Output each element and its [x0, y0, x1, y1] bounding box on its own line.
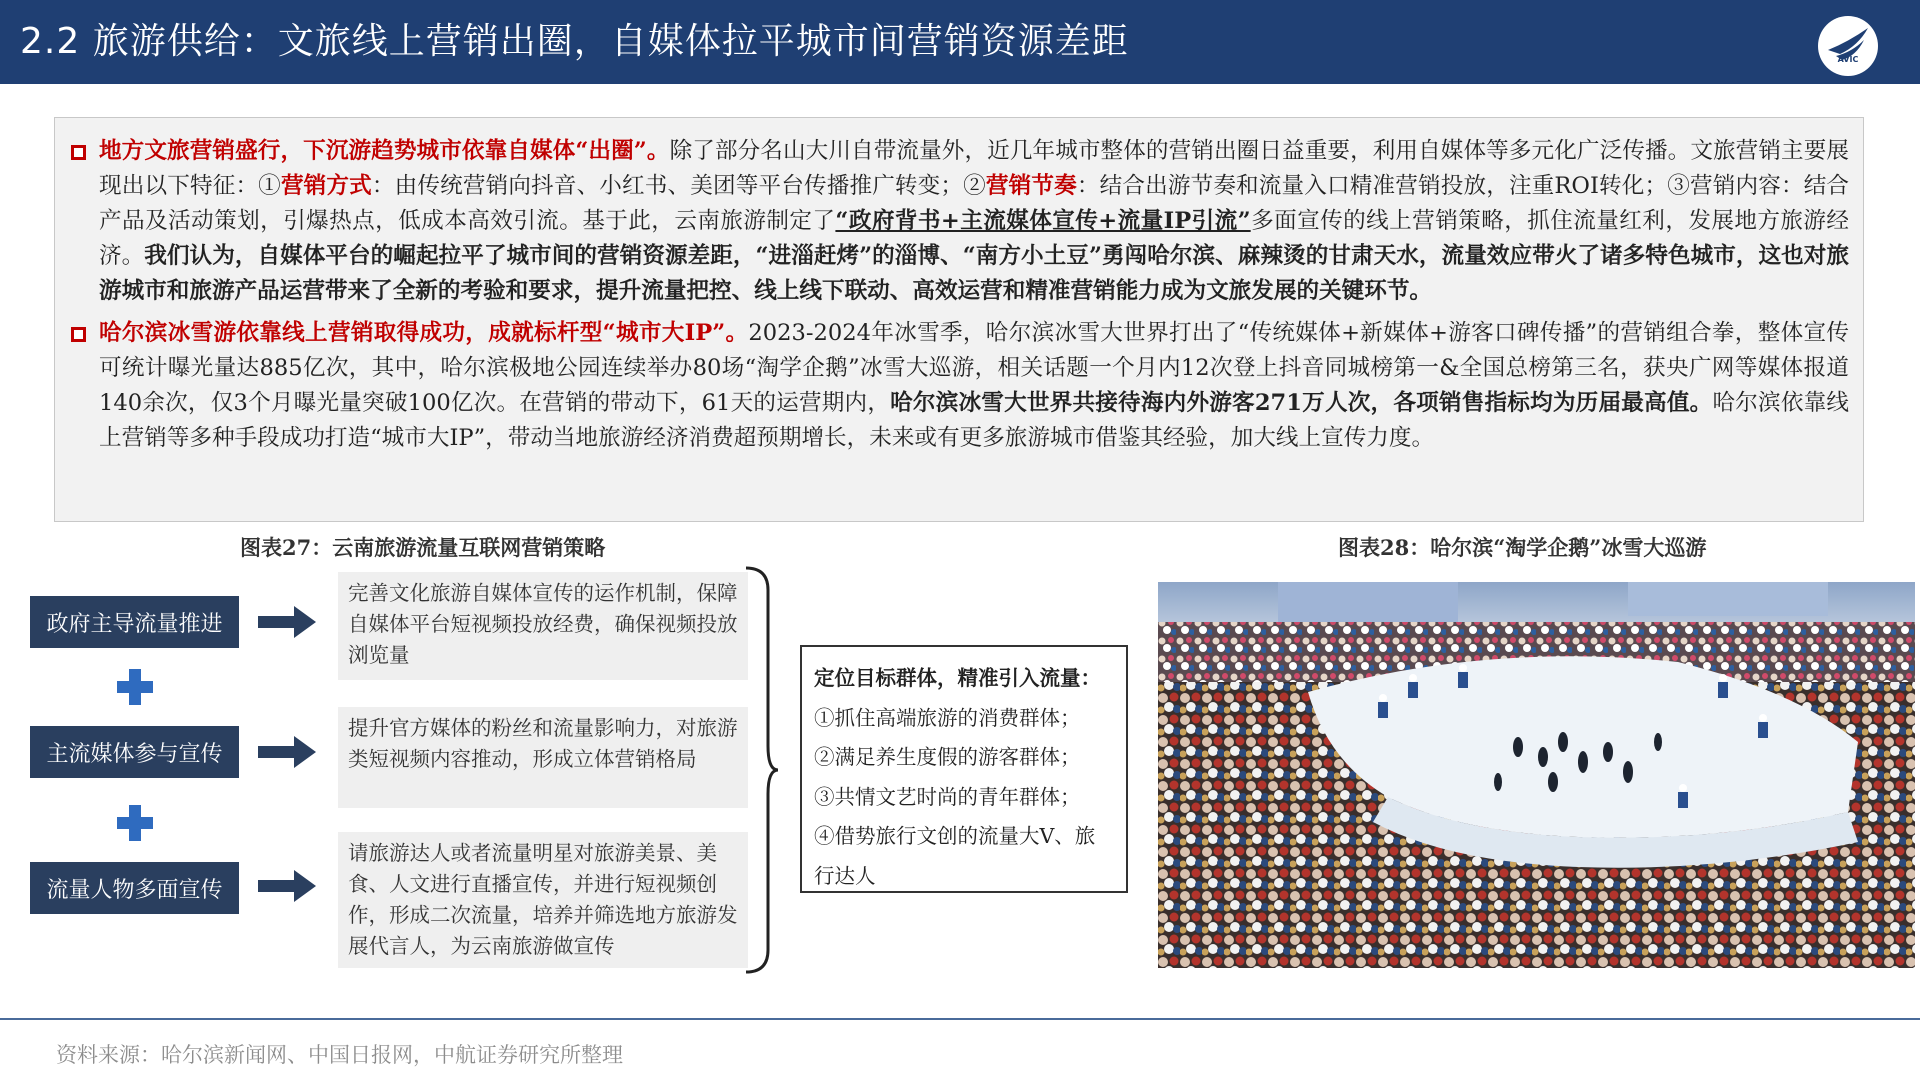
p1-lead: 地方文旅营销盛行，下沉游趋势城市依靠自媒体“出圈”。 — [99, 138, 670, 164]
p1-bold: 我们认为，自媒体平台的崛起拉平了城市间的营销资源差距，“进淄赶烤”的淄博、“南方小土豆”勇闯哈尔滨、麻辣烫的甘肃天水，流量效应带火了诸多特色城市，这也对旅游城市和旅游产品运营带来了全新的考验和要求，提升流量把控、线上线下联动、高效运营和精准营销能力成为文旅发展的关键环节。 — [99, 243, 1850, 304]
p1-highlight-2: 营销节奏 — [985, 173, 1077, 199]
p2-text-2: 哈尔滨依靠线上营销等多种手段成功打造“城市大IP”，带动当地旅游经济消费超预期增长，未来或有更多旅游城市借鉴其经验，加大线上宣传力度。 — [99, 390, 1849, 451]
p2-text-1: 2023-2024年冰雪季，哈尔滨冰雪大世界打出了“传统媒体+新媒体+游客口碑传播”的营销组合拳，整体宣传可统计曝光量达885亿次，其中，哈尔滨极地公园连续举办80场“淘学企鹅”冰雪大巡游，相关话题一个月内12次登上抖音同城榜第一&全国总榜第三名，获央广网等媒体报道140余次，仅3个月曝光量突破100亿次。在营销的带动下，61天的运营期内， — [99, 320, 1849, 416]
target-item: ③共情文艺时尚的青年群体； — [814, 784, 1081, 809]
bullet-square-icon — [71, 145, 86, 160]
figure28-caption: 图表28：哈尔滨“淘学企鹅”冰雪大巡游 — [1338, 535, 1707, 560]
p2-lead: 哈尔滨冰雪游依靠线上营销取得成功，成就标杆型“城市大IP”。 — [99, 320, 749, 346]
curly-bracket-icon — [740, 566, 780, 974]
summary-paragraph-2 — [69, 316, 1849, 456]
plus-icon — [115, 667, 155, 707]
target-item: ①抓住高端旅游的消费群体； — [814, 705, 1081, 730]
avic-wing-icon — [1818, 16, 1878, 76]
p1-highlight-1: 营销方式 — [280, 173, 372, 199]
detail-box-media: 提升官方媒体的粉丝和流量影响力，对旅游类短视频内容推动，形成立体营销格局 — [338, 707, 748, 808]
penguin-parade-photo — [1158, 582, 1915, 968]
arrow-right-icon — [256, 734, 318, 770]
summary-box — [54, 117, 1864, 522]
header-bar — [0, 0, 1920, 84]
p1-text-1: 除了部分名山大川自带流量外，近几年城市整体的营销出圈日益重要，利用自媒体等多元化广泛传播。文旅营销主要展现出以下特征：① — [99, 138, 1850, 199]
footer-divider — [0, 1018, 1920, 1020]
p1-text-3: ：结合出游节奏和流量入口精准营销投放，注重ROI转化；③营销内容：结合产品及活动策划，引爆热点，低成本高效引流。基于此，云南旅游制定了 — [99, 173, 1850, 234]
penguin-parade-image — [1158, 582, 1915, 968]
figure27-caption: 图表27：云南旅游流量互联网营销策略 — [240, 535, 606, 560]
target-item: ④借势旅行文创的流量大V、旅行达人 — [814, 824, 1096, 888]
arrow-right-icon — [256, 868, 318, 904]
bullet-square-icon — [71, 327, 86, 342]
source-note: 资料来源：哈尔滨新闻网、中国日报网，中航证券研究所整理 — [56, 1043, 623, 1067]
summary-paragraph-1 — [69, 134, 1849, 309]
strategy-box-government: 政府主导流量推进 — [30, 596, 239, 648]
avic-logo — [1818, 16, 1878, 76]
detail-box-government: 完善文化旅游自媒体宣传的运作机制，保障自媒体平台短视频投放经费，确保视频投放浏览量 — [338, 572, 748, 680]
strategy-box-media: 主流媒体参与宣传 — [30, 726, 239, 778]
detail-box-influencer: 请旅游达人或者流量明星对旅游美景、美食、人文进行直播宣传，并进行短视频创作，形成二次流量，培养并筛选地方旅游发展代言人，为云南旅游做宣传 — [338, 832, 748, 968]
p1-underline: “政府背书+主流媒体宣传+流量IP引流” — [835, 208, 1251, 234]
p1-text-2: ：由传统营销向抖音、小红书、美团等平台传播推广转变；② — [371, 173, 986, 199]
target-item: ②满足养生度假的游客群体； — [814, 745, 1081, 769]
p2-bold: 哈尔滨冰雪大世界共接待海内外游客271万人次，各项销售指标均为历届最高值。 — [890, 390, 1713, 416]
target-group-box — [800, 645, 1128, 893]
page-title: 2.2 旅游供给：文旅线上营销出圈，自媒体拉平城市间营销资源差距 — [20, 21, 1129, 62]
arrow-right-icon — [256, 604, 318, 640]
plus-icon — [115, 803, 155, 843]
p1-text-4: 多面宣传的线上营销策略，抓住流量红利，发展地方旅游经济。 — [99, 208, 1849, 269]
target-title: 定位目标群体，精准引入流量： — [814, 666, 1101, 690]
logo-text: AVIC — [1837, 55, 1859, 64]
strategy-box-influencer: 流量人物多面宣传 — [30, 862, 239, 914]
